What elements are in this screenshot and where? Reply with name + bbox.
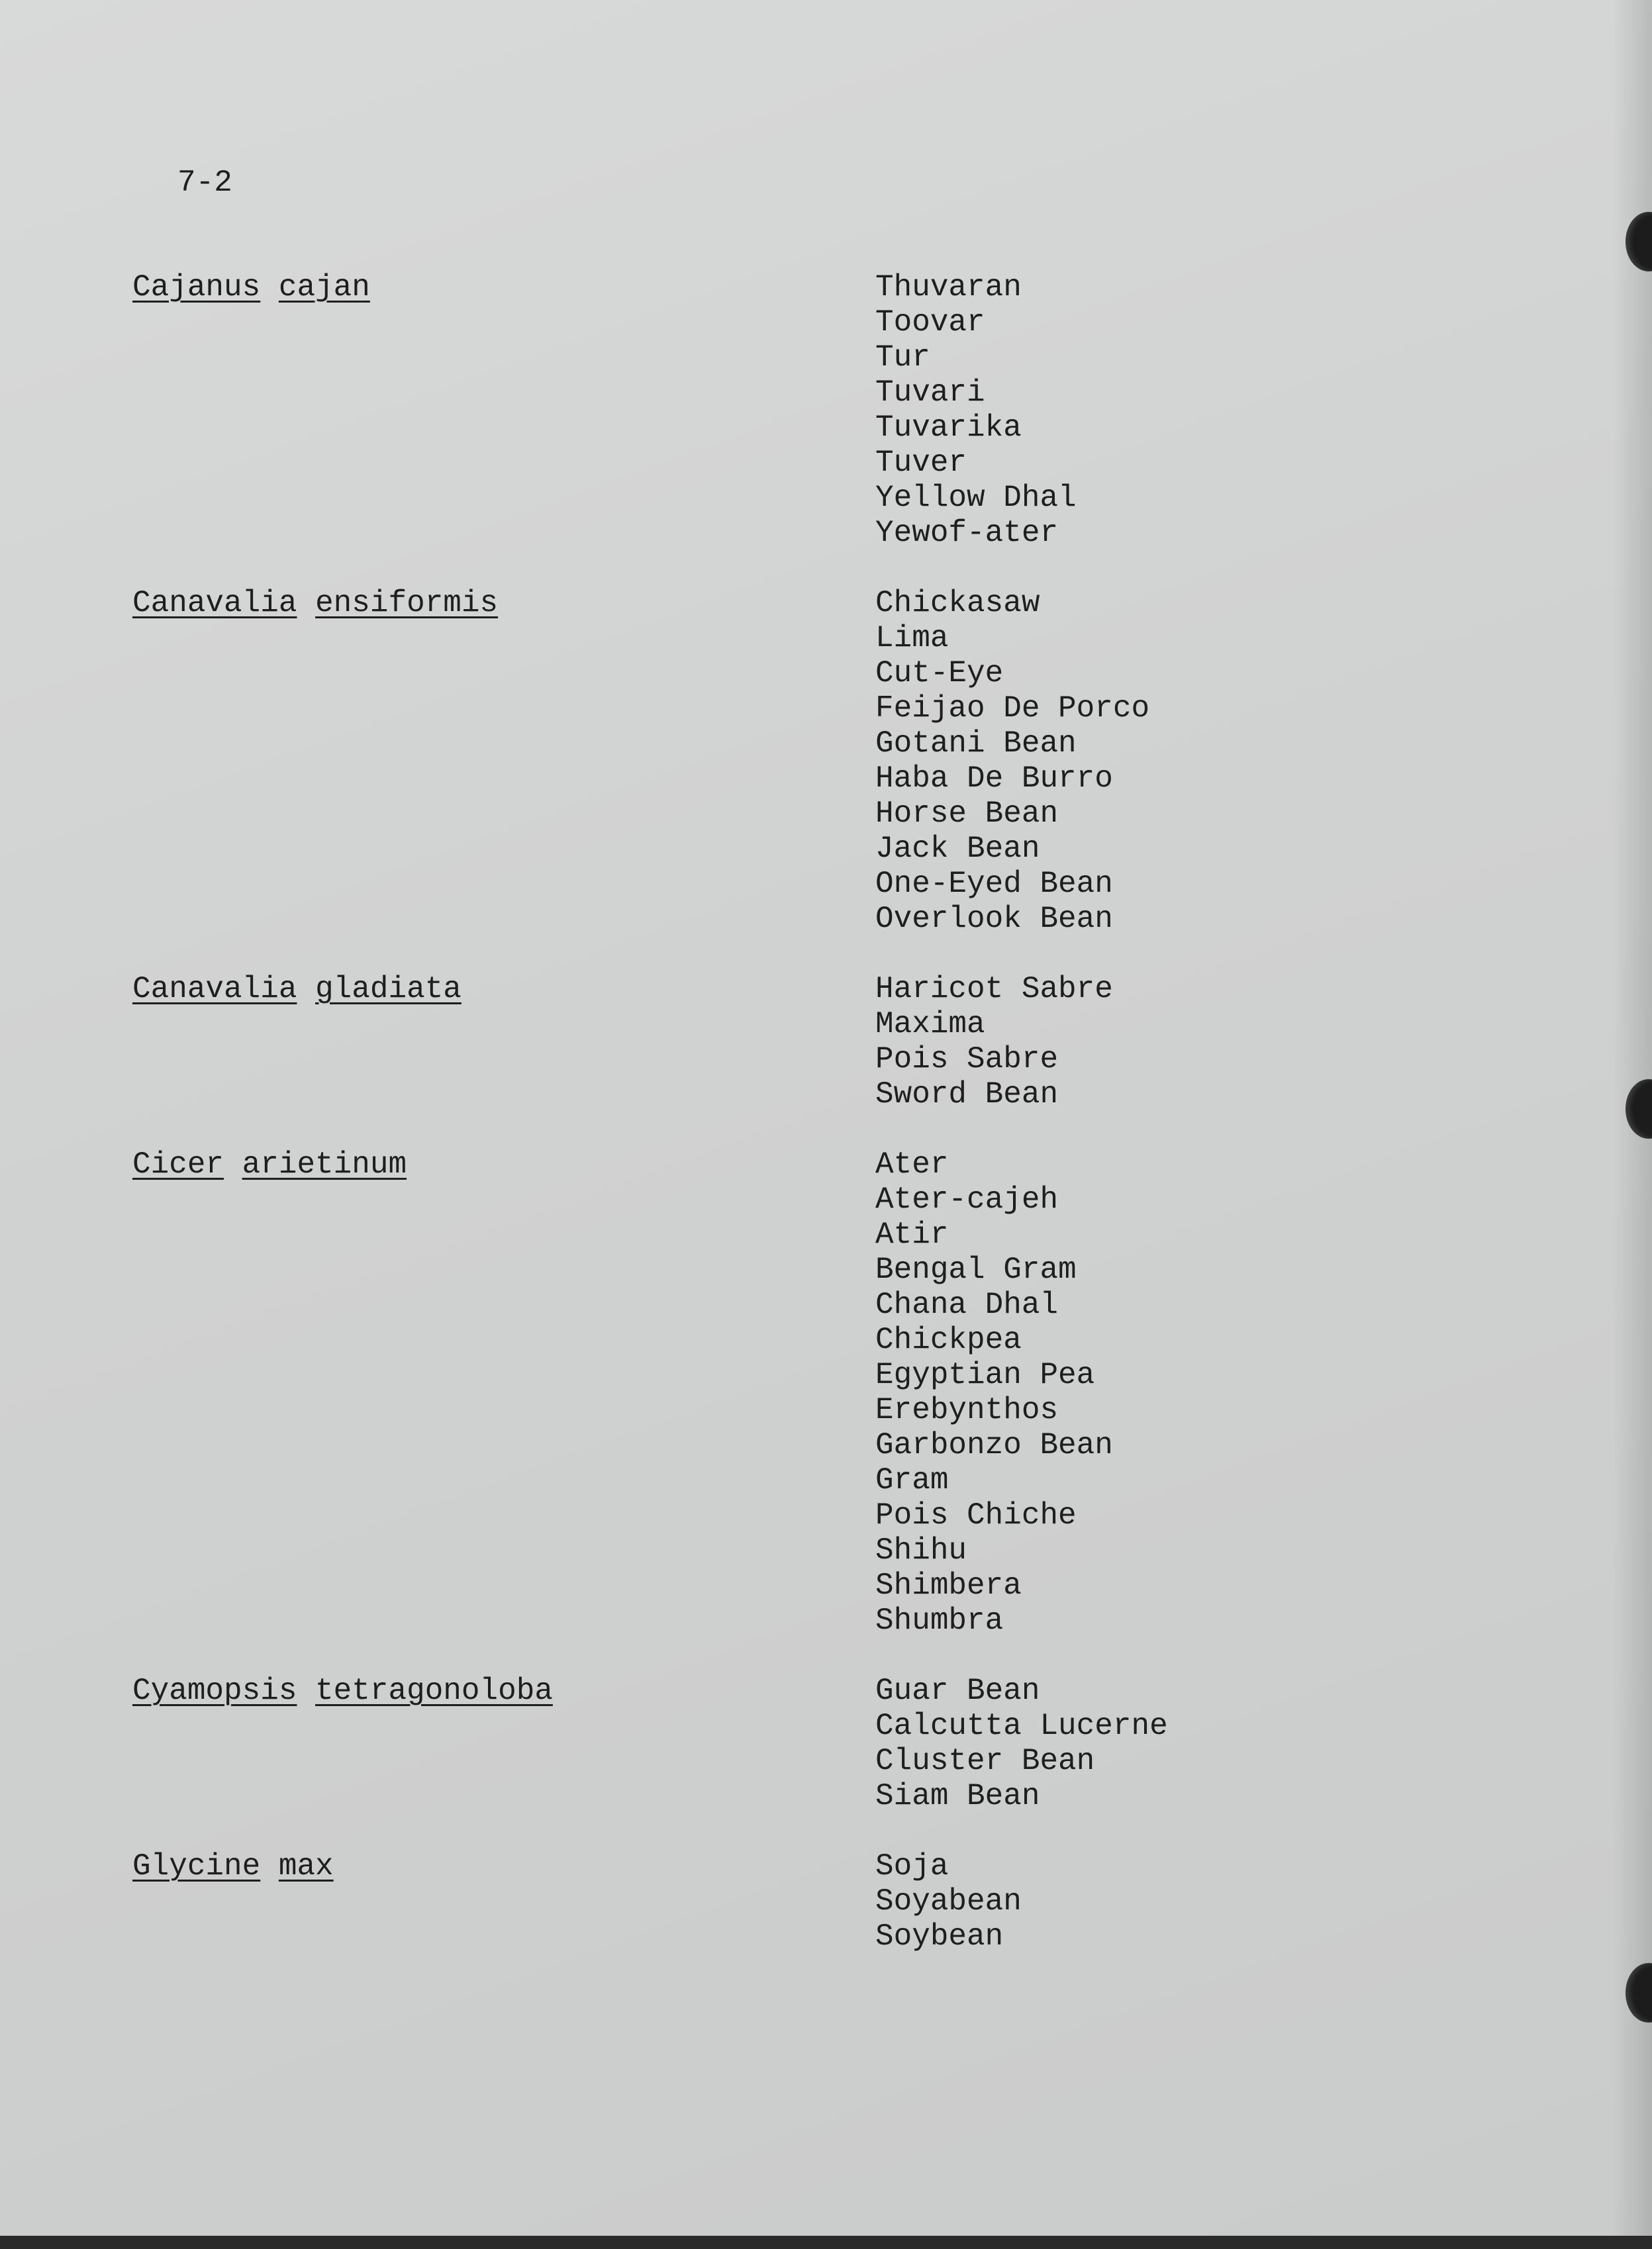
species-entry [0,1849,1652,1954]
common-name: Tuvarika [875,410,1022,445]
common-name: Siam Bean [875,1779,1040,1813]
common-name: Ater [875,1147,949,1182]
common-name: Erebynthos [875,1393,1059,1427]
common-name: Shumbra [875,1603,1004,1638]
common-names-list [875,1674,1652,1814]
common-name: Chana Dhal [875,1288,1059,1322]
genus-name: Cajanus [132,270,261,305]
genus-name: Cicer [132,1147,224,1182]
species-name: tetragonoloba [315,1674,553,1708]
species-entry [0,1147,1652,1639]
scientific-name [132,1674,553,1709]
genus-name: Glycine [132,1849,261,1884]
common-name: Shimbera [875,1568,1022,1603]
common-name: Calcutta Lucerne [875,1709,1168,1743]
scientific-name [132,972,462,1007]
common-name: Haricot Sabre [875,972,1113,1006]
species-name: max [278,1849,334,1884]
species-entry [0,972,1652,1112]
common-name: Garbonzo Bean [875,1428,1113,1462]
scientific-name [132,1849,334,1884]
common-name: Pois Sabre [875,1042,1059,1077]
common-name: Soja [875,1849,949,1884]
common-name: Chickasaw [875,586,1040,620]
common-name: One-Eyed Bean [875,867,1113,901]
common-name: Feijao De Porco [875,691,1150,726]
common-name: Guar Bean [875,1674,1040,1708]
common-name: Chickpea [875,1323,1022,1357]
scientific-name [132,270,370,305]
common-name: Atir [875,1218,949,1252]
common-name: Soybean [875,1919,1004,1954]
common-name: Cluster Bean [875,1744,1095,1778]
common-name: Jack Bean [875,832,1040,866]
common-name: Gram [875,1463,949,1498]
common-names-list [875,270,1652,551]
species-name: arietinum [242,1147,407,1182]
species-list [0,270,1652,1989]
common-name: Maxima [875,1007,985,1041]
common-names-list [875,972,1652,1112]
genus-name: Canavalia [132,586,297,620]
scan-bottom-edge [0,2236,1652,2249]
common-name: Horse Bean [875,796,1059,831]
scientific-name [132,586,498,621]
common-names-list [875,1849,1652,1954]
species-name: gladiata [315,972,462,1006]
common-name: Ater-cajeh [875,1182,1059,1217]
species-name: cajan [278,270,370,305]
common-name: Sword Bean [875,1077,1059,1112]
common-name: Thuvaran [875,270,1022,305]
common-name: Egyptian Pea [875,1358,1095,1392]
common-name: Tuver [875,446,967,480]
common-name: Yewof-ater [875,516,1059,550]
common-name: Bengal Gram [875,1253,1077,1287]
common-name: Pois Chiche [875,1498,1077,1533]
common-name: Gotani Bean [875,726,1077,761]
common-names-list [875,1147,1652,1639]
species-entry [0,1674,1652,1814]
species-entry [0,586,1652,937]
common-name: Yellow Dhal [875,481,1077,515]
common-name: Tuvari [875,375,985,410]
common-name: Toovar [875,305,985,340]
scientific-name [132,1147,407,1182]
common-names-list [875,586,1652,937]
page-number: 7-2 [177,166,232,200]
common-name: Lima [875,621,949,655]
common-name: Haba De Burro [875,761,1113,796]
genus-name: Cyamopsis [132,1674,297,1708]
common-name: Overlook Bean [875,902,1113,936]
common-name: Shihu [875,1533,967,1568]
common-name: Cut-Eye [875,656,1004,691]
common-name: Soyabean [875,1884,1022,1919]
species-name: ensiformis [315,586,499,620]
species-entry [0,270,1652,551]
common-name: Tur [875,340,930,375]
genus-name: Canavalia [132,972,297,1006]
